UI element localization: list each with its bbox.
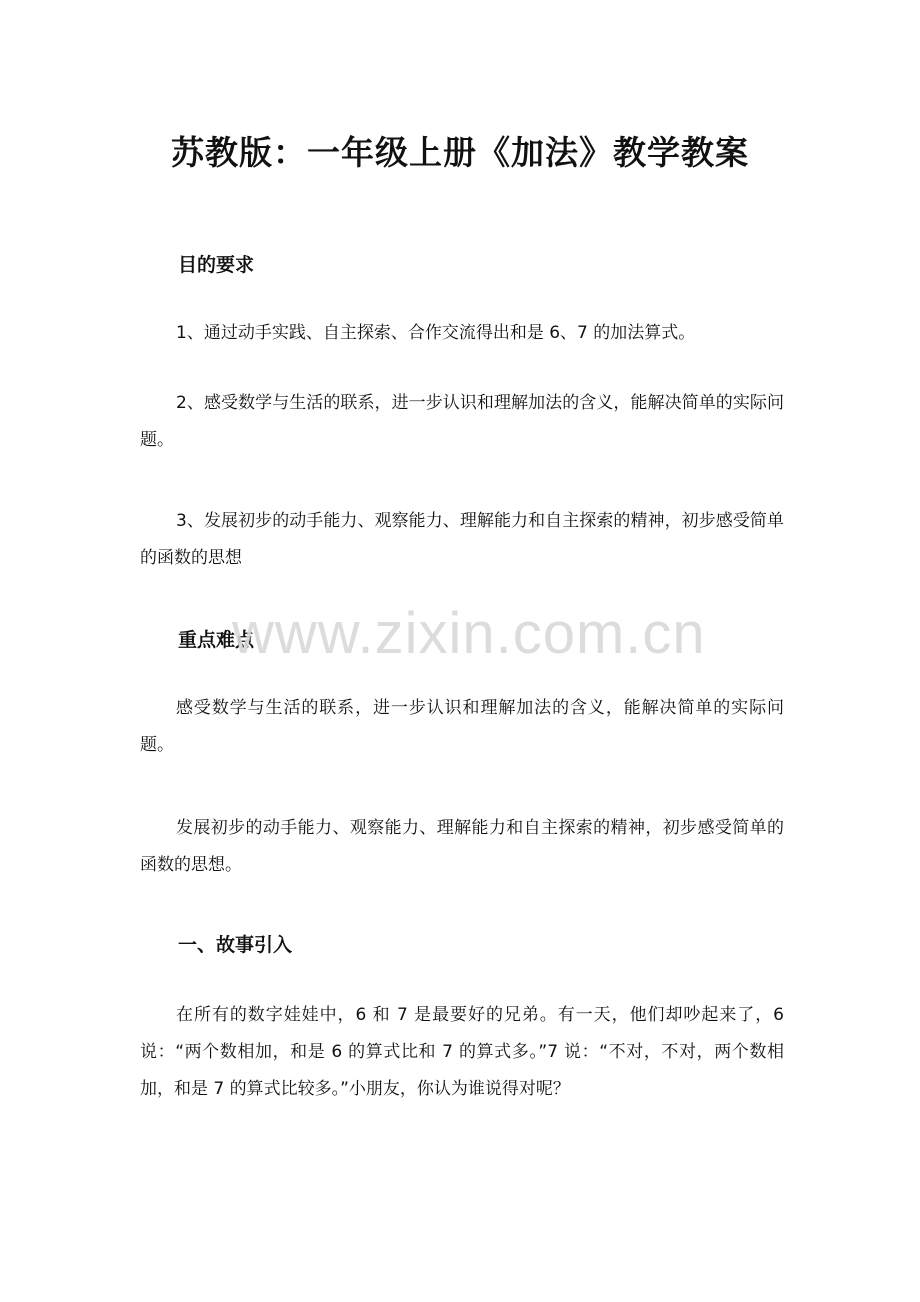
section-heading-objectives: 目的要求 — [178, 254, 255, 276]
document-title: 苏教版：一年级上册《加法》教学教案 — [171, 133, 749, 172]
objective-paragraph-2: 2、感受数学与生活的联系，进一步认识和理解加法的含义，能解决简单的实际问题。 — [140, 393, 784, 450]
objective-paragraph-1: 1、通过动手实践、自主探索、合作交流得出和是 6、7 的加法算式。 — [176, 323, 696, 343]
objective-paragraph-3: 3、发展初步的动手能力、观察能力、理解能力和自主探索的精神，初步感受简单的函数的思想 — [140, 511, 784, 568]
section-heading-key-points: 重点难点 — [178, 629, 255, 651]
story-paragraph: 在所有的数字娃娃中，6 和 7 是最要好的兄弟。有一天，他们却吵起来了，6 说：“两个数相加，和是 6 的算式比和 7 的算式多。”7 说：“不对，不对，两个数相加，和是 7 的算式比较多。”小朋友，你认为谁说得对呢？ — [140, 1005, 784, 1099]
site-watermark: www.zixin.com.cn — [232, 601, 706, 666]
key-point-paragraph-1: 感受数学与生活的联系，进一步认识和理解加法的含义，能解决简单的实际问题。 — [140, 698, 784, 755]
section-heading-story-intro: 一、故事引入 — [178, 934, 293, 956]
key-point-paragraph-2: 发展初步的动手能力、观察能力、理解能力和自主探索的精神，初步感受简单的函数的思想。 — [140, 818, 784, 875]
